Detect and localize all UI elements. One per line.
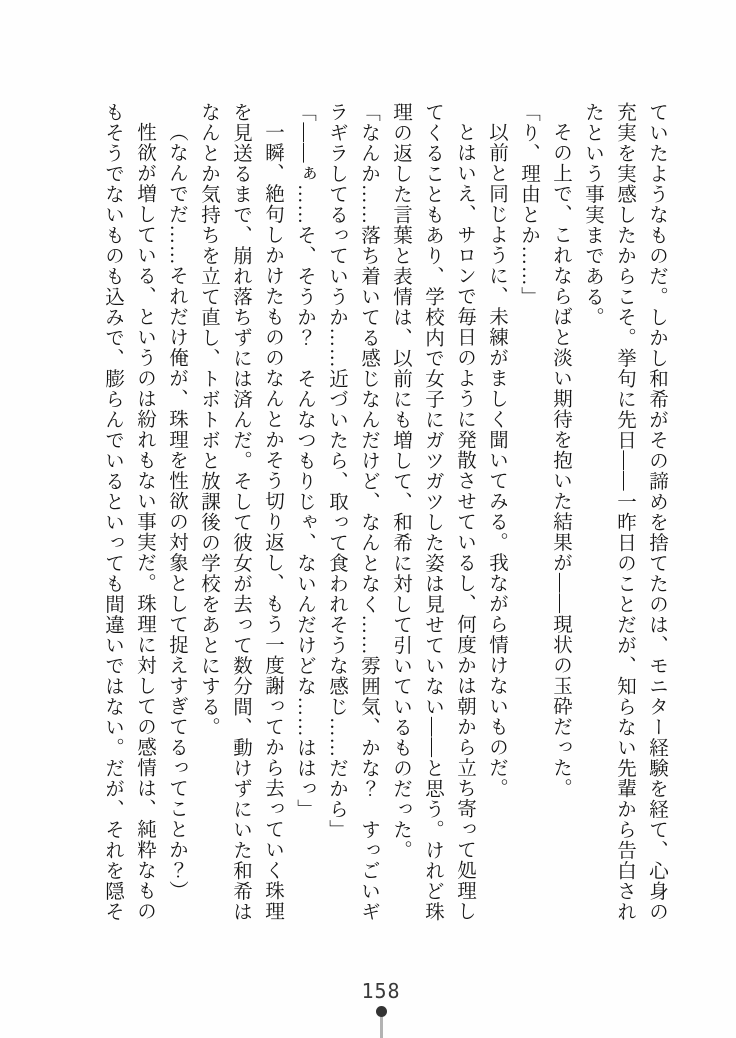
- paragraph: （なんでだ……それだけ俺が、珠理を性欲の対象として捉えすぎてるってことか？）: [166, 121, 187, 901]
- paragraph: 性欲が増している、というのは紛れもない事実だ。珠理に対しての感情は、純粋なものもそうでないものも込みで、膨らんでいるといっても間違いではない。だが、それを隠そ: [102, 102, 155, 922]
- paragraph: とはいえ、サロンで毎日のように発散させているし、何度かは朝から立ち寄って処理してくることもあり、学校内で女子にガツガツした姿は見せていない――と思う。けれど珠理の返した言葉と表情は、以前にも増して、和希に対して引いているものだった。: [390, 102, 475, 922]
- paragraph: 「り、理由とか……」: [518, 102, 539, 307]
- body-text: [96, 102, 672, 926]
- paragraph: 「――ぁ……そ、そうか？ そんなつもりじゃ、ないんだけどな……ははっ」: [294, 102, 315, 820]
- paragraph: 以前と同じように、未練がましく聞いてみる。我ながら情けないものだ。: [486, 121, 507, 798]
- paragraph: 一瞬、絶句しかけたもののなんとかそう切り返し、もう一度謝ってから去っていく珠理を見送るまで、崩れ落ちずには済んだ。そして彼女が去って数分間、動けずにいた和希はなんとか気持ちを立て直し、トボトボと放課後の学校をあとにする。: [198, 102, 283, 922]
- page-number: 158: [361, 979, 401, 1003]
- position-marker-dot-icon: [376, 1006, 387, 1017]
- paragraph: ていたようなものだ。しかし和希がその諦めを捨てたのは、モニター経験を経て、心身の充実を実感したからこそ。挙句に先日――一昨日のことだが、知らない先輩から告白されたという事実まである。: [582, 102, 667, 922]
- paragraph: 「なんか……落ち着いてる感じなんだけど、なんとなく……雰囲気、かな？ すっごいギラギラしてるっていうか……近づいたら、取って食われそうな感じ……だから」: [326, 102, 379, 922]
- paragraph: その上で、これならばと淡い期待を抱いた結果が――現状の玉砕だった。: [550, 121, 571, 798]
